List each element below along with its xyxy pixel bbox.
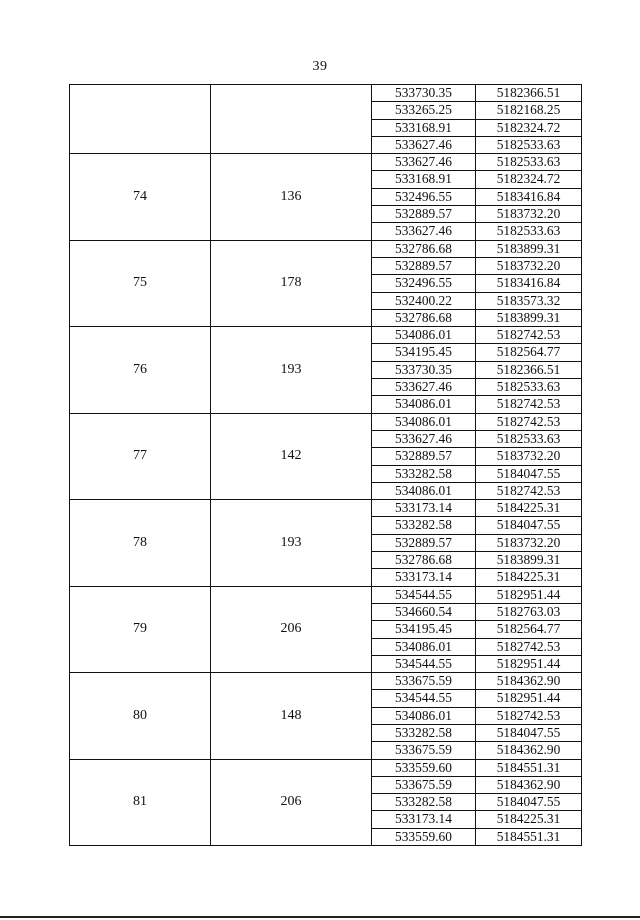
x-coordinate-cell: 533675.59 <box>372 742 476 759</box>
y-coordinate-cell: 5182742.53 <box>476 327 582 344</box>
y-coordinate-cell: 5184551.31 <box>476 759 582 776</box>
x-coordinate-cell: 533168.91 <box>372 171 476 188</box>
y-coordinate-cell: 5182533.63 <box>476 223 582 240</box>
x-coordinate-cell: 533675.59 <box>372 673 476 690</box>
parcel-area-cell: 136 <box>211 154 372 240</box>
y-coordinate-cell: 5183732.20 <box>476 448 582 465</box>
table-row <box>70 85 582 102</box>
x-coordinate-cell: 532786.68 <box>372 309 476 326</box>
table-row <box>70 759 582 776</box>
y-coordinate-cell: 5182951.44 <box>476 690 582 707</box>
x-coordinate-cell: 534086.01 <box>372 413 476 430</box>
parcel-area-cell: 148 <box>211 673 372 759</box>
y-coordinate-cell: 5182742.53 <box>476 638 582 655</box>
x-coordinate-cell: 534086.01 <box>372 327 476 344</box>
x-coordinate-cell: 532400.22 <box>372 292 476 309</box>
y-coordinate-cell: 5183732.20 <box>476 206 582 223</box>
y-coordinate-cell: 5182533.63 <box>476 136 582 153</box>
x-coordinate-cell: 533282.58 <box>372 517 476 534</box>
parcel-area-cell: 178 <box>211 240 372 326</box>
y-coordinate-cell: 5182763.03 <box>476 603 582 620</box>
x-coordinate-cell: 532889.57 <box>372 206 476 223</box>
x-coordinate-cell: 534195.45 <box>372 621 476 638</box>
x-coordinate-cell: 532786.68 <box>372 240 476 257</box>
parcel-id-cell: 76 <box>70 327 211 413</box>
x-coordinate-cell: 534086.01 <box>372 396 476 413</box>
y-coordinate-cell: 5182564.77 <box>476 621 582 638</box>
x-coordinate-cell: 534195.45 <box>372 344 476 361</box>
x-coordinate-cell: 533627.46 <box>372 223 476 240</box>
y-coordinate-cell: 5184225.31 <box>476 569 582 586</box>
parcel-id-cell: 78 <box>70 500 211 586</box>
y-coordinate-cell: 5184047.55 <box>476 517 582 534</box>
parcel-id-cell: 81 <box>70 759 211 845</box>
parcel-id-cell: 80 <box>70 673 211 759</box>
y-coordinate-cell: 5182564.77 <box>476 344 582 361</box>
coordinates-table <box>69 84 582 846</box>
y-coordinate-cell: 5182951.44 <box>476 586 582 603</box>
y-coordinate-cell: 5182742.53 <box>476 396 582 413</box>
x-coordinate-cell: 533627.46 <box>372 379 476 396</box>
table-row <box>70 413 582 430</box>
x-coordinate-cell: 534086.01 <box>372 707 476 724</box>
x-coordinate-cell: 533627.46 <box>372 136 476 153</box>
y-coordinate-cell: 5183899.31 <box>476 309 582 326</box>
x-coordinate-cell: 534544.55 <box>372 586 476 603</box>
y-coordinate-cell: 5182742.53 <box>476 482 582 499</box>
x-coordinate-cell: 533173.14 <box>372 500 476 517</box>
x-coordinate-cell: 532786.68 <box>372 552 476 569</box>
x-coordinate-cell: 533627.46 <box>372 154 476 171</box>
x-coordinate-cell: 532889.57 <box>372 257 476 274</box>
y-coordinate-cell: 5182324.72 <box>476 119 582 136</box>
x-coordinate-cell: 533282.58 <box>372 724 476 741</box>
x-coordinate-cell: 533173.14 <box>372 811 476 828</box>
x-coordinate-cell: 534660.54 <box>372 603 476 620</box>
table-row <box>70 154 582 171</box>
y-coordinate-cell: 5183573.32 <box>476 292 582 309</box>
y-coordinate-cell: 5182366.51 <box>476 85 582 102</box>
y-coordinate-cell: 5182533.63 <box>476 379 582 396</box>
y-coordinate-cell: 5182533.63 <box>476 154 582 171</box>
parcel-id-cell: 75 <box>70 240 211 326</box>
parcel-id-cell: 79 <box>70 586 211 672</box>
y-coordinate-cell: 5182951.44 <box>476 655 582 672</box>
parcel-area-cell: 206 <box>211 586 372 672</box>
y-coordinate-cell: 5184362.90 <box>476 673 582 690</box>
table-row <box>70 586 582 603</box>
x-coordinate-cell: 534544.55 <box>372 655 476 672</box>
x-coordinate-cell: 533265.25 <box>372 102 476 119</box>
parcel-id-cell: 74 <box>70 154 211 240</box>
parcel-area-cell <box>211 85 372 154</box>
y-coordinate-cell: 5184047.55 <box>476 724 582 741</box>
table-row <box>70 327 582 344</box>
x-coordinate-cell: 533559.60 <box>372 828 476 845</box>
parcel-id-cell <box>70 85 211 154</box>
y-coordinate-cell: 5182533.63 <box>476 430 582 447</box>
y-coordinate-cell: 5183899.31 <box>476 240 582 257</box>
x-coordinate-cell: 534086.01 <box>372 638 476 655</box>
y-coordinate-cell: 5183732.20 <box>476 534 582 551</box>
y-coordinate-cell: 5182742.53 <box>476 413 582 430</box>
y-coordinate-cell: 5184047.55 <box>476 465 582 482</box>
parcel-area-cell: 206 <box>211 759 372 845</box>
x-coordinate-cell: 533730.35 <box>372 85 476 102</box>
y-coordinate-cell: 5184362.90 <box>476 742 582 759</box>
x-coordinate-cell: 532496.55 <box>372 188 476 205</box>
y-coordinate-cell: 5183899.31 <box>476 552 582 569</box>
x-coordinate-cell: 533168.91 <box>372 119 476 136</box>
parcel-area-cell: 142 <box>211 413 372 499</box>
x-coordinate-cell: 533173.14 <box>372 569 476 586</box>
page-bottom-rule <box>0 916 640 918</box>
x-coordinate-cell: 532889.57 <box>372 534 476 551</box>
y-coordinate-cell: 5182742.53 <box>476 707 582 724</box>
y-coordinate-cell: 5183416.84 <box>476 188 582 205</box>
y-coordinate-cell: 5182366.51 <box>476 361 582 378</box>
y-coordinate-cell: 5182168.25 <box>476 102 582 119</box>
parcel-id-cell: 77 <box>70 413 211 499</box>
y-coordinate-cell: 5184047.55 <box>476 794 582 811</box>
y-coordinate-cell: 5183732.20 <box>476 257 582 274</box>
parcel-area-cell: 193 <box>211 500 372 586</box>
x-coordinate-cell: 533282.58 <box>372 465 476 482</box>
page-number: 39 <box>312 59 328 74</box>
x-coordinate-cell: 533559.60 <box>372 759 476 776</box>
y-coordinate-cell: 5184225.31 <box>476 500 582 517</box>
y-coordinate-cell: 5182324.72 <box>476 171 582 188</box>
table-row <box>70 673 582 690</box>
x-coordinate-cell: 533627.46 <box>372 430 476 447</box>
x-coordinate-cell: 532889.57 <box>372 448 476 465</box>
x-coordinate-cell: 533282.58 <box>372 794 476 811</box>
x-coordinate-cell: 532496.55 <box>372 275 476 292</box>
y-coordinate-cell: 5184225.31 <box>476 811 582 828</box>
x-coordinate-cell: 534544.55 <box>372 690 476 707</box>
x-coordinate-cell: 533675.59 <box>372 776 476 793</box>
x-coordinate-cell: 534086.01 <box>372 482 476 499</box>
y-coordinate-cell: 5184551.31 <box>476 828 582 845</box>
y-coordinate-cell: 5183416.84 <box>476 275 582 292</box>
y-coordinate-cell: 5184362.90 <box>476 776 582 793</box>
table-row <box>70 500 582 517</box>
coordinates-table-body <box>70 85 582 846</box>
x-coordinate-cell: 533730.35 <box>372 361 476 378</box>
table-row <box>70 240 582 257</box>
parcel-area-cell: 193 <box>211 327 372 413</box>
